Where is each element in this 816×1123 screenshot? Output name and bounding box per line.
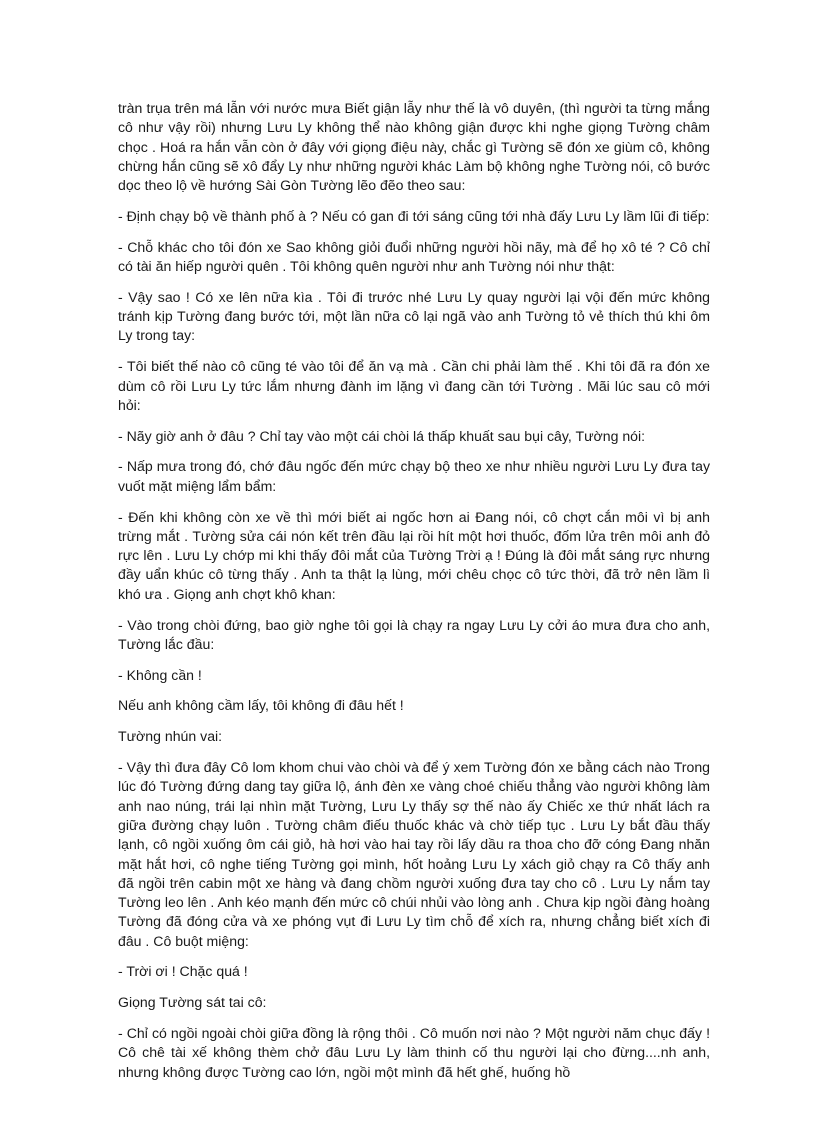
paragraph-6: - Nãy giờ anh ở đâu ? Chỉ tay vào một cái chòi lá thấp khuất sau bụi cây, Tường nói: [118, 427, 646, 444]
paragraph-13: - Vậy thì đưa đây Cô lom khom chui vào chòi và để ý xem Tường đón xe bằng cách nào Trong lúc đó Tường đứng dang tay giữa lộ, ánh đèn xe vàng choé chiếu thẳng vào người không làm anh nao núng, trái lại nhìn mặt Tường, Lưu Ly thấy sợ thế nào ấy Chiếc xe thứ nhất lách ra giữa đường chạy luôn . Tường châm điếu thuốc khác và chờ tiếp tục . Lưu Ly bắt đầu thấy lạnh, cô ngồi xuống ôm cái giỏ, hà hơi vào hai tay rồi lấy dầu ra thoa cho đỡ cóng Đang nhăn mặt hắt hơi, cô nghe tiếng Tường gọi mình, hốt hoảng Lưu Ly xách giỏ chạy ra Cô thấy anh đã ngồi trên cabin một xe hàng và đang chồm người xuống đưa tay cho cô . Lưu Ly nắm tay Tường leo lên . Anh kéo mạnh đến mức cô chúi nhủi vào lòng anh . Chưa kịp ngồi đàng hoàng Tường đã đóng cửa và xe phóng vụt đi Lưu Ly tìm chỗ để xích ra, nhưng chẳng biết xích đi đâu . Cô buột miệng: [118, 759, 710, 949]
paragraph-1: tràn trụa trên má lẫn với nước mưa Biết giận lẫy như thế là vô duyên, (thì người ta từng mắng cô như vậy rồi) nhưng Lưu Ly không thể nào không giận được khi nghe giọng Tường châm chọc . Hoá ra hắn vẫn còn ở đây với giọng điệu này, chắc gì Tường sẽ đón xe giùm cô, không chừng hắn cũng sẽ xô đẩy Ly như những người khác Làm bộ không nghe Tường nói, cô bước dọc theo lộ về hướng Sài Gòn Tường lẽo đẽo theo sau: [118, 100, 710, 194]
paragraph-11: Nếu anh không cầm lấy, tôi không đi đâu hết ! [118, 697, 404, 714]
paragraph-4: - Vậy sao ! Có xe lên nữa kìa . Tôi đi trước nhé Lưu Ly quay người lại vội đến mức không tránh kịp Tường đang bước tới, một lần nữa cô lại ngã vào anh Tường tỏ vẻ thích thú khi ôm Ly trong tay: [118, 288, 710, 344]
paragraph-15: Giọng Tường sát tai cô: [118, 994, 267, 1011]
paragraph-8: - Đến khi không còn xe về thì mới biết ai ngốc hơn ai Đang nói, cô chợt cắn môi vì bị anh trừng mắt . Tường sửa cái nón kết trên đầu lại rồi hít một hơi thuốc, đốm lửa trên môi anh đỏ rực lên . Lưu Ly chớp mi khi thấy đôi mắt của Tường Trời ạ ! Đúng là đôi mắt sáng rực nhưng đầy uẩn khúc cô từng thấy . Anh ta thật lạ lùng, mới chêu chọc cô tức thời, đã trở nên lầm lì khó ưa . Giọng anh chợt khô khan: [118, 508, 710, 602]
paragraph-12: Tường nhún vai: [118, 728, 223, 745]
paragraph-10: - Không cần ! [118, 666, 202, 683]
paragraph-14: - Trời ơi ! Chặc quá ! [118, 963, 248, 980]
document-page [118, 99, 710, 1093]
paragraph-7: - Nấp mưa trong đó, chớ đâu ngốc đến mức chạy bộ theo xe như nhiều người Lưu Ly đưa tay vuốt mặt miệng lẩm bẩm: [118, 458, 710, 494]
paragraph-9: - Vào trong chòi đứng, bao giờ nghe tôi gọi là chạy ra ngay Lưu Ly cởi áo mưa đưa cho anh, Tường lắc đầu: [118, 616, 710, 652]
paragraph-3: - Chỗ khác cho tôi đón xe Sao không giỏi đuổi những người hồi nãy, mà để họ xô té ? Cô chỉ có tài ăn hiếp người quên . Tôi không quên người như anh Tường nói như thật: [118, 238, 710, 275]
paragraph-5: - Tôi biết thế nào cô cũng té vào tôi để ăn vạ mà . Cần chi phải làm thế . Khi tôi đã ra đón xe dùm cô rồi Lưu Ly tức lắm nhưng đành im lặng vì đang cần tới Tường . Mãi lúc sau cô mới hỏi: [118, 358, 710, 413]
paragraph-16: - Chỉ có ngồi ngoài chòi giữa đồng là rộng thôi . Cô muốn nơi nào ? Một người năm chục đấy ! Cô chê tài xế không thèm chở đâu Lưu Ly làm thinh cố thu người lại cho đừng....nh anh, nhưng không được Tường cao lớn, ngồi một mình đã hết ghế, huống hồ [118, 1025, 710, 1080]
paragraph-2: - Định chạy bộ về thành phố à ? Nếu có gan đi tới sáng cũng tới nhà đấy Lưu Ly lầm lũi đi tiếp: [118, 207, 710, 224]
